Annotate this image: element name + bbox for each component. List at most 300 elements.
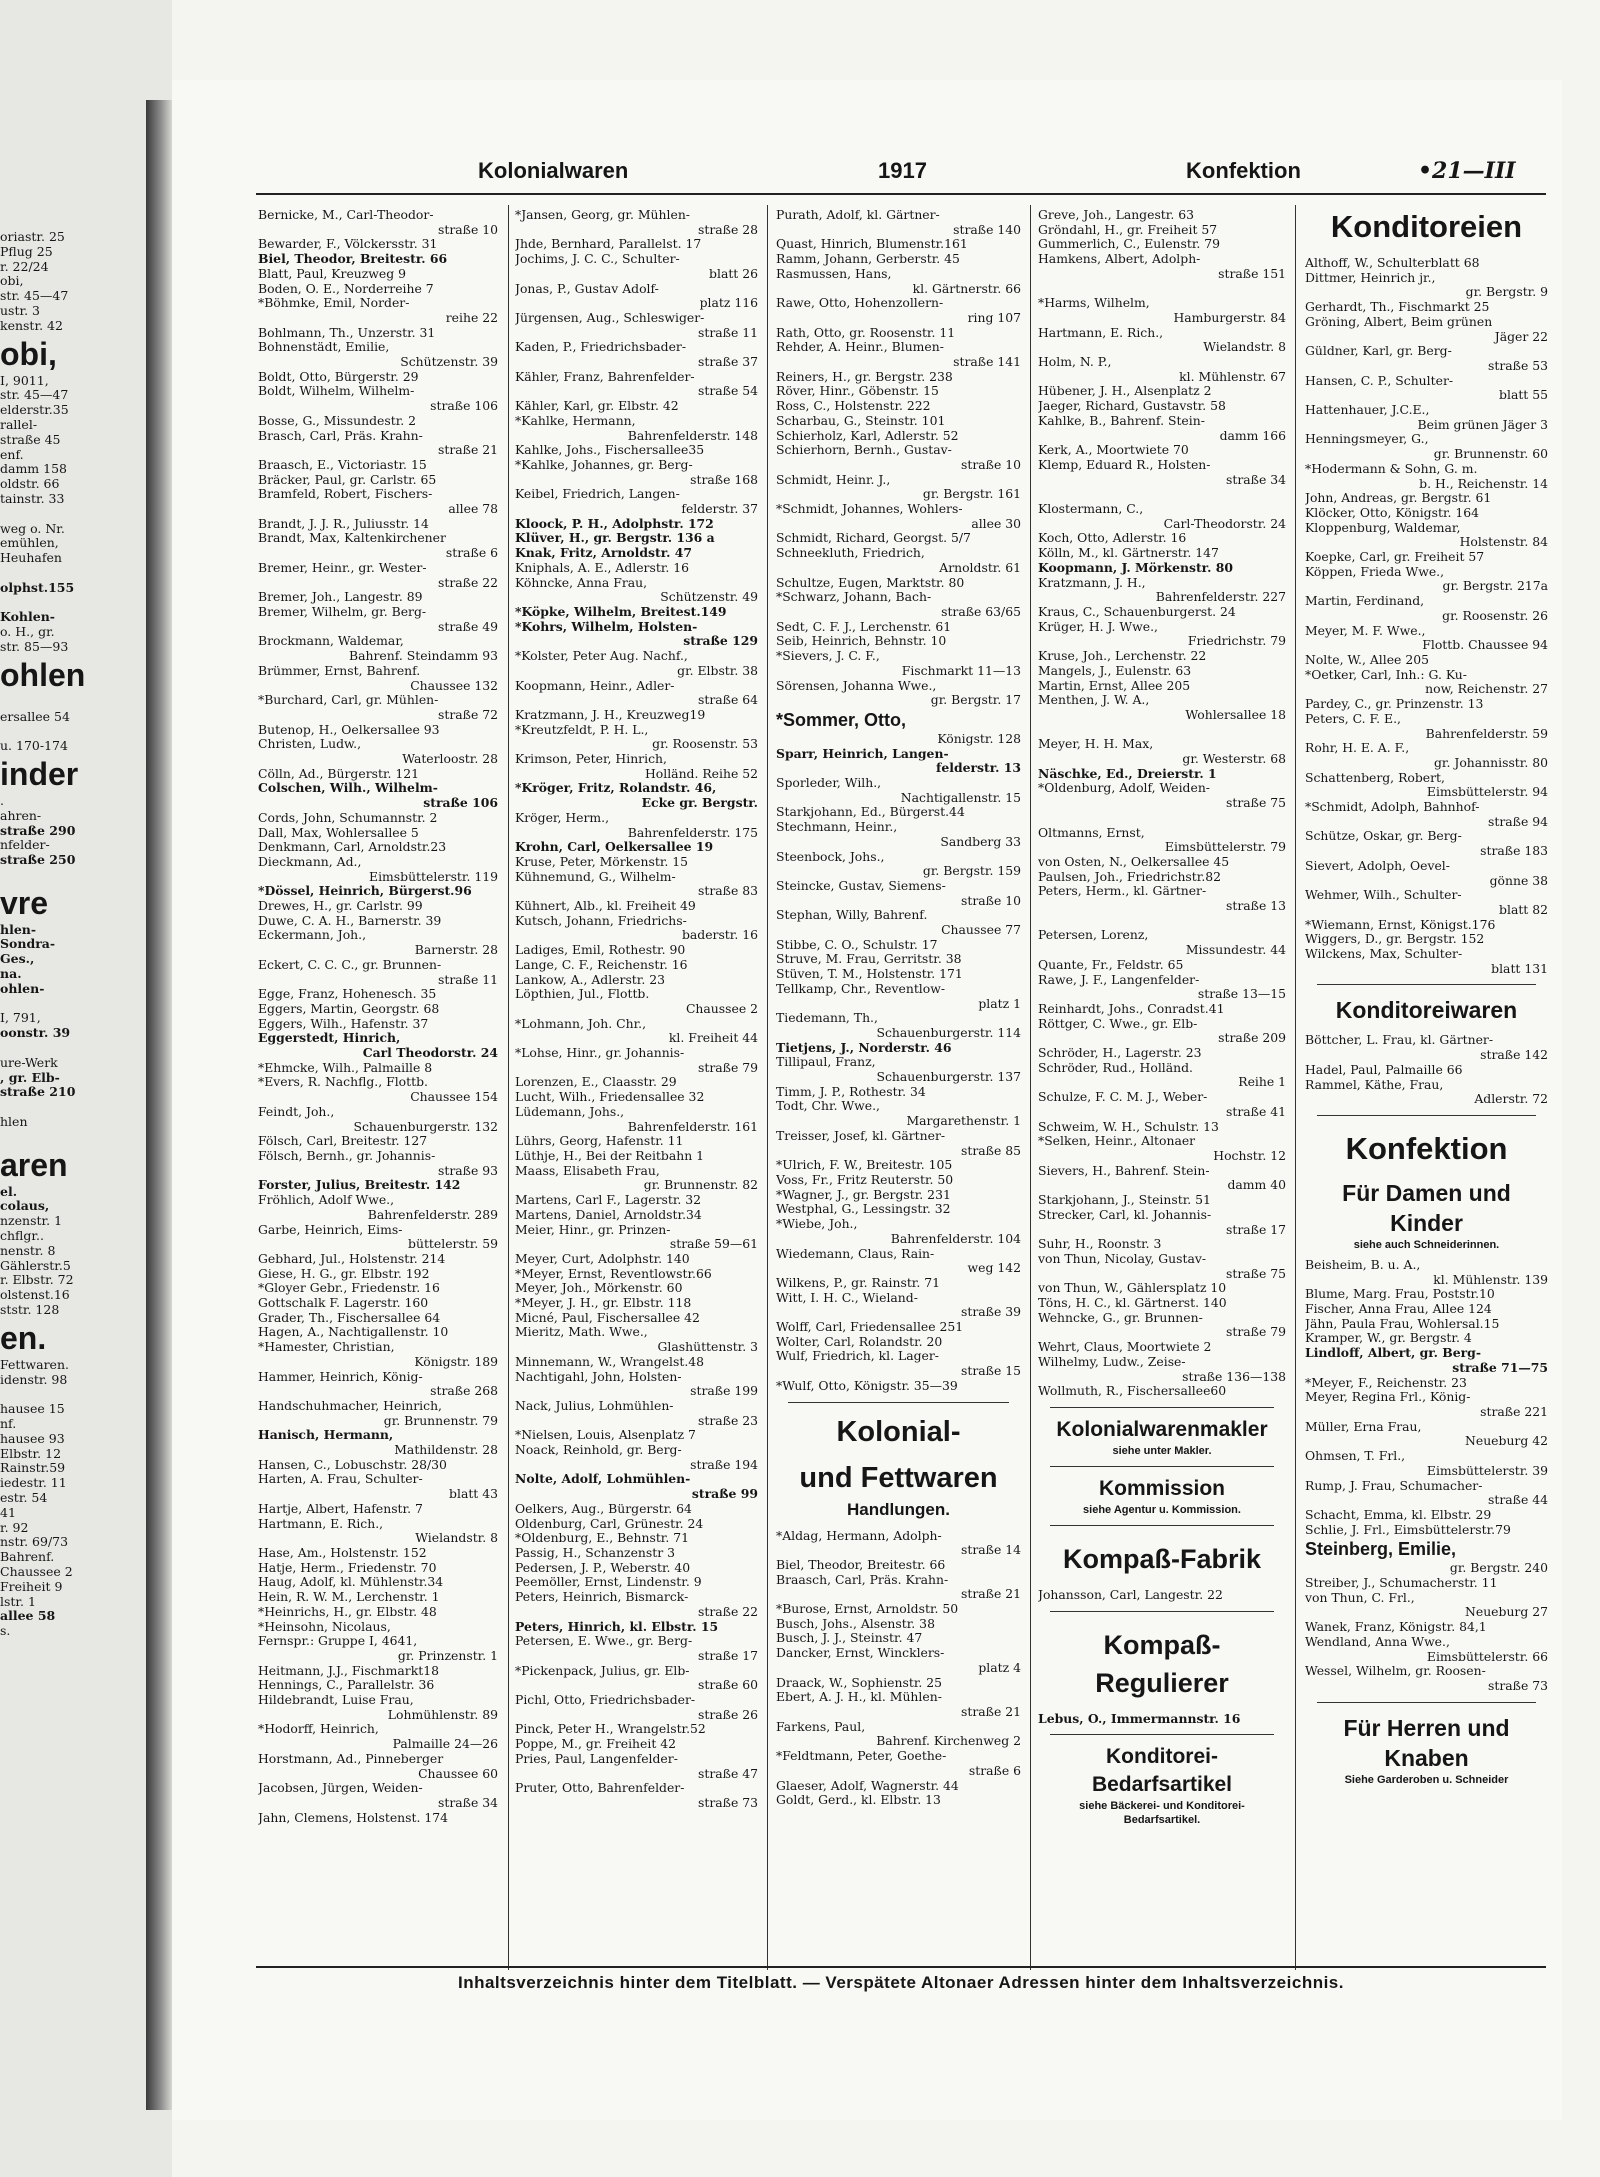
directory-entry: Friedrichstr. 79 [1187,633,1286,649]
column-1 [258,208,498,1825]
directory-entry: Schierholz, Karl, Adlerstr. 52 [776,427,959,443]
directory-entry: blatt 131 [1491,960,1548,976]
directory-entry: Mangels, J., Eulenstr. 63 [1038,662,1192,678]
prev-page-line: oriastr. 25 [0,230,65,244]
directory-entry: Holländ. Reihe 52 [644,765,758,781]
directory-entry: Pinck, Peter H., Wrangelstr.52 [515,1721,706,1737]
directory-entry: Nolte, W., Allee 205 [1305,651,1429,667]
column-5 [1305,208,1548,1787]
directory-entry: Micné, Paul, Fischersallee 42 [515,1309,700,1325]
directory-entry: Scharbau, G., Steinstr. 101 [776,412,946,428]
directory-entry: Starkjohann, Ed., Bürgerst.44 [776,804,965,820]
directory-entry: Hartmann, E. Rich., [1038,324,1164,340]
column-divider [1030,205,1031,1970]
directory-entry: *Ulrich, F. W., Breitestr. 105 [776,1157,953,1173]
directory-entry: Treisser, Josef, kl. Gärtner- [776,1127,946,1143]
directory-entry: Cords, John, Schumannstr. 2 [258,809,438,825]
section-rule [1050,1734,1274,1735]
directory-entry: *Ehmcke, Wilh., Palmaille 8 [258,1059,433,1075]
directory-entry: *Kahlke, Hermann, [515,412,636,428]
directory-entry: Wilkens, P., gr. Rainstr. 71 [776,1274,940,1290]
prev-page-line: vre [0,884,49,921]
prev-page-line: aren [0,1146,68,1183]
directory-entry: Dall, Max, Wohlersallee 5 [258,824,419,840]
directory-entry: Purath, Adolf, kl. Gärtner- [776,208,940,222]
directory-entry: Butenop, H., Oelkersallee 93 [258,721,440,737]
directory-entry: gr. Roosenstr. 26 [1442,607,1548,623]
directory-entry: straße 13—15 [1197,986,1286,1002]
directory-entry: Kahlke, Johs., Fischersallee35 [515,442,705,458]
directory-entry: Farkens, Paul, [776,1718,866,1734]
directory-entry: Holstenstr. 84 [1459,534,1548,550]
prev-page-line: tainstr. 33 [0,490,65,506]
directory-entry: Güldner, Karl, gr. Berg- [1305,343,1452,359]
prev-page-line: nstr. 69/73 [0,1534,69,1550]
directory-entry: Wessel, Wilhelm, gr. Roosen- [1305,1663,1486,1679]
directory-entry: gr. Bergstr. 217a [1442,578,1548,594]
directory-entry: Eimsbüttelerstr. 119 [369,868,498,884]
directory-entry: Suhr, H., Roonstr. 3 [1038,1236,1162,1252]
directory-entry: kl. Gärtnerstr. 66 [912,280,1021,296]
prev-page-line: hausee 93 [0,1430,65,1446]
directory-entry: *Schwarz, Johann, Bach- [776,589,932,605]
directory-entry: Jaeger, Richard, Gustavstr. 58 [1038,398,1226,414]
directory-entry: Pardey, C., gr. Prinzenstr. 13 [1305,696,1484,712]
directory-entry: gr. Brunnenstr. 82 [643,1177,758,1193]
directory-entry: Wiggers, D., gr. Bergstr. 152 [1305,931,1485,947]
section-rule [1317,984,1536,985]
directory-entry: straße 60 [698,1677,758,1693]
directory-entry: Busch, Johs., Alsenstr. 38 [776,1615,935,1631]
section-title: Kolonial- [836,1415,961,1448]
directory-entry [1038,723,1286,738]
directory-entry: Steenbock, Johs., [776,848,885,864]
directory-entry: straße 221 [1480,1404,1548,1419]
directory-entry: gr. Prinzenstr. 1 [397,1647,498,1663]
directory-entry: Eimsbüttelerstr. 39 [1426,1462,1548,1478]
directory-entry: Schauenburgerstr. 137 [876,1069,1021,1085]
directory-entry: Oelkers, Aug., Bürgerstr. 64 [515,1500,692,1516]
directory-entry: Schützenstr. 49 [660,589,758,605]
directory-entry: *Heinsohn, Nicolaus, [258,1618,391,1634]
directory-entry: Rammel, Käthe, Frau, [1305,1076,1444,1092]
directory-entry: gr. Bergstr. 17 [930,692,1021,708]
directory-entry: Sporleder, Wilh., [776,775,882,791]
directory-entry: Peters, Herm., kl. Gärtner- [1038,883,1207,899]
directory-entry: Reinhardt, Johs., Conradst.41 [1038,1000,1225,1016]
directory-entry: Röttger, C. Wwe., gr. Elb- [1038,1015,1198,1031]
directory-entry: Eimsbüttelerstr. 66 [1426,1648,1548,1664]
directory-entry: Bahrenfelderstr. 227 [1155,589,1286,605]
directory-entry: Schweim, W. H., Schulstr. 13 [1038,1118,1219,1134]
directory-entry: Schattenberg, Robert, [1305,769,1445,785]
previous-page-fragment [0,230,146,2000]
prev-page-line: olstenst.16 [0,1287,70,1303]
prev-page-line: en. [0,1319,47,1356]
directory-entry: straße 71—75 [1452,1359,1548,1375]
directory-entry: Wehrt, Claus, Moortwiete 2 [1038,1339,1212,1355]
prev-page-line: Freiheit 9 [0,1578,63,1594]
prev-page-line: lstr. 1 [0,1593,36,1609]
directory-entry: *Kröger, Fritz, Rolandstr. 46, [515,780,717,796]
directory-entry: *Oldenburg, E., Behnstr. 71 [515,1530,690,1546]
directory-entry: Schulze, F. C. M. J., Weber- [1038,1089,1208,1105]
prev-page-line: , gr. Elb- [0,1069,60,1085]
directory-entry: Hanisch, Hermann, [258,1427,394,1443]
directory-entry: straße 17 [1226,1221,1286,1237]
directory-entry: Hildebrandt, Luise Frau, [258,1692,414,1708]
directory-entry: Fröhlich, Adolf Wwe., [258,1192,395,1208]
directory-entry: Bohlmann, Th., Unzerstr. 31 [258,324,436,340]
prev-page-line: Elbstr. 12 [0,1445,62,1461]
directory-entry: Tiedemann, Th., [776,1010,878,1026]
directory-entry: Kerk, A., Moortwiete 70 [1038,442,1189,458]
directory-entry: Wiedemann, Claus, Rain- [776,1245,935,1261]
directory-entry: Bewarder, F., Völckersstr. 31 [258,236,438,252]
directory-entry: blatt 82 [1499,901,1548,917]
prev-page-line: Gählerstr.5 [0,1257,71,1273]
directory-entry: Schmidt, Heinr. J., [776,471,891,487]
directory-entry: Dancker, Ernst, Wincklers- [776,1645,945,1661]
directory-entry: Chaussee 60 [418,1765,498,1781]
directory-entry: *Aldag, Hermann, Adolph- [776,1527,942,1543]
directory-entry: Jochims, J. C. C., Schulter- [515,251,680,267]
directory-entry: Keibel, Friedrich, Langen- [515,486,680,502]
directory-entry: büttelerstr. 59 [408,1236,498,1252]
directory-entry: straße 54 [698,383,758,399]
directory-entry: straße 83 [698,883,758,899]
directory-entry: Peters, Hinrich, kl. Elbstr. 15 [515,1618,719,1634]
section-subtitle: Für Damen und Kinder [1342,1179,1511,1236]
directory-entry: kl. Mühlenstr. 67 [1179,368,1286,384]
directory-entry: Hein, R. W. M., Lerchenstr. 1 [258,1589,440,1605]
directory-entry: Grader, Th., Fischersallee 64 [258,1309,441,1325]
directory-entry: Peters, C. F. E., [1305,710,1401,726]
directory-entry: Stibbe, C. O., Schulstr. 17 [776,936,938,952]
directory-entry: straße 75 [1226,795,1286,811]
directory-entry: Haug, Adolf, kl. Mühlenstr.34 [258,1574,444,1590]
section-box-herren [1305,1702,1548,1787]
directory-entry: Heitmann, J.J., Fischmarkt18 [258,1662,439,1678]
directory-entry: Kölln, M., kl. Gärtnerstr. 147 [1038,545,1219,561]
directory-entry: straße 11 [438,971,498,987]
directory-entry: Schröder, Rud., Holländ. [1038,1059,1193,1075]
directory-entry: straße 194 [690,1456,758,1472]
prev-page-line: Chaussee 2 [0,1563,73,1579]
directory-entry: *Kohrs, Wilhelm, Holsten- [515,618,698,634]
directory-entry: Bramfeld, Robert, Fischers- [258,486,433,502]
directory-entry: Wolff, Carl, Friedensallee 251 [776,1319,964,1335]
directory-entry: straße 129 [683,633,758,649]
directory-entry: Bernicke, M., Carl-Theodor- [258,208,434,222]
directory-entry: Forster, Julius, Breitestr. 142 [258,1177,461,1193]
prev-page-line [0,596,146,611]
section-note: Siehe Garderoben u. Schneider [1344,1773,1509,1786]
directory-entry: Jäger 22 [1494,328,1548,344]
directory-entry: Kruse, Joh., Lerchenstr. 22 [1038,648,1207,664]
directory-entry: Stüven, T. M., Holstenstr. 171 [776,966,963,982]
directory-entry: Gottschalk F. Lagerstr. 160 [258,1295,429,1311]
section-box-bedarf [1038,1734,1286,1827]
directory-entry: Hennings, C., Parallelstr. 36 [258,1677,435,1693]
directory-entry: Witt, I. H. C., Wieland- [776,1289,918,1305]
directory-entry: Pries, Paul, Langenfelder- [515,1750,678,1766]
directory-entry: kl. Mühlenstr. 139 [1433,1271,1548,1287]
directory-entry: gönne 38 [1489,872,1548,888]
section-box-kompass [1038,1525,1286,1578]
section-title: Konditoreien [1330,209,1523,244]
directory-entry: Kaden, P., Friedrichsbader- [515,339,687,355]
prev-page-line: straße 45 [0,431,61,447]
directory-entry: straße 151 [1218,265,1286,281]
directory-entry: Martin, Ernst, Allee 205 [1038,677,1191,693]
header-right: Konfektion [1186,158,1301,183]
directory-entry: Wilckens, Max, Schulter- [1305,946,1463,962]
directory-entry: gr. Westerstr. 68 [1182,751,1286,767]
directory-entry: Bahrenfelderstr. 175 [627,824,758,840]
directory-entry: *Meyer, Ernst, Reventlowstr.66 [515,1265,712,1281]
prev-page-line: Sondra- [0,936,56,952]
directory-entry: Blatt, Paul, Kreuzweg 9 [258,265,406,281]
directory-entry: Jürgensen, Aug., Schleswiger- [515,309,705,325]
directory-entry: Feindt, Joh., [258,1103,335,1119]
directory-entry: *Wiemann, Ernst, Königst.176 [1305,916,1496,932]
directory-entry: Pedersen, J. P., Weberstr. 40 [515,1559,691,1575]
prev-page-line: colaus, [0,1198,50,1214]
directory-entry: Bosse, G., Missundestr. 2 [258,412,417,428]
directory-entry: Fischer, Anna Frau, Allee 124 [1305,1301,1492,1317]
directory-entry: now, Reichenstr. 27 [1425,681,1548,697]
directory-entry: Holm, N. P., [1038,354,1112,370]
directory-entry: Waterloostr. 28 [402,751,498,767]
directory-entry: Lohmühlenstr. 89 [387,1706,498,1722]
prev-page-line: str. 45—47 [0,288,69,304]
directory-entry: Bohnenstädt, Emilie, [258,339,390,355]
section-rule [1317,1702,1536,1703]
prev-page-line: nf. [0,1416,17,1431]
directory-entry: Carl-Theodorstr. 24 [1163,515,1286,531]
directory-entry: Henningsmeyer, G., [1305,431,1429,447]
directory-entry: Koepke, Carl, gr. Freiheit 57 [1305,549,1485,565]
directory-entry: von Osten, N., Oelkersallee 45 [1038,853,1230,869]
directory-entry: Palmaille 24—26 [392,1736,498,1752]
section-title: Konfektion [1345,1130,1508,1166]
directory-entry: Nack, Julius, Lohmühlen- [515,1397,674,1413]
prev-page-line: straße 210 [0,1084,76,1100]
directory-entry: Glashüttenstr. 3 [657,1339,758,1355]
prev-page-line: str. 45—47 [0,387,69,403]
directory-entry: Petersen, Lorenz, [1038,927,1149,943]
directory-entry: straße 26 [698,1706,758,1722]
directory-entry: Hochstr. 12 [1213,1148,1286,1163]
directory-entry: Starkjohann, J., Steinstr. 51 [1038,1192,1211,1208]
directory-entry: Ladiges, Emil, Rothestr. 90 [515,942,686,958]
book-gutter [146,100,172,2110]
directory-entry: straße 10 [961,456,1021,472]
directory-entry: Harten, A. Frau, Schulter- [258,1471,423,1487]
section-title: und Fettwaren [799,1461,998,1494]
section-rule [1050,1466,1274,1467]
prev-page-line: Bahrenf. [0,1549,55,1565]
directory-entry: Kühnert, Alb., kl. Freiheit 49 [515,898,696,914]
directory-entry: straße 142 [1480,1047,1548,1063]
directory-entry: Meier, Hinr., gr. Prinzen- [515,1221,671,1237]
prev-page-line: I, 791, [0,1010,41,1026]
prev-page-line [0,868,146,883]
directory-entry: Jhde, Bernhard, Parallelst. 17 [515,236,702,252]
prev-page-line: olphst.155 [0,579,75,595]
directory-entry: Steinberg, Emilie, [1305,1539,1457,1560]
directory-entry: Stephan, Willy, Bahrenf. [776,907,928,923]
directory-entry: Eimsbüttelerstr. 79 [1164,839,1286,855]
prev-page-line: Kohlen- [0,609,55,625]
directory-entry: Neueburg 42 [1465,1433,1548,1449]
prev-page-line: emühlen, [0,535,59,551]
prev-page-line [0,507,146,522]
column-3 [776,208,1021,1808]
directory-entry: Hübener, J. H., Alsenplatz 2 [1038,383,1212,399]
directory-entry: Rehder, A. Heinr., Blumen- [776,339,944,355]
prev-page-line [0,566,146,581]
directory-entry: straße 13 [1226,898,1286,914]
directory-entry: Koopmann, Heinr., Adler- [515,677,675,693]
directory-entry: Lankow, A., Adlerstr. 23 [515,971,665,987]
directory-entry: Bahrenfelderstr. 148 [627,427,758,443]
directory-entry: *Oldenburg, Adolf, Weiden- [1038,780,1210,796]
directory-entry: Mieritz, Math. Wwe., [515,1324,648,1340]
directory-entry: Chaussee 77 [941,922,1021,938]
directory-entry: Horstmann, Ad., Pinneberger [258,1750,444,1766]
directory-entry: Lebus, O., Immermannstr. 16 [1038,1710,1241,1726]
directory-entry: Hagen, A., Nachtigallenstr. 10 [258,1324,449,1340]
directory-entry: Garbe, Heinrich, Eims- [258,1221,403,1237]
directory-entry: Minnemann, W., Wrangelst.48 [515,1353,705,1369]
prev-page-line: r. 22/24 [0,258,49,274]
prev-page-line: weg o. Nr. [0,520,65,536]
directory-entry: Jähn, Paula Frau, Wohlersal.15 [1305,1315,1500,1331]
directory-entry: platz 4 [978,1659,1021,1675]
directory-entry: kl. Freiheit 44 [668,1030,758,1046]
directory-entry: Nolte, Adolf, Lohmühlen- [515,1471,691,1487]
directory-entry: Krimson, Peter, Hinrich, [515,751,667,767]
directory-entry: Rump, J. Frau, Schumacher- [1305,1477,1483,1493]
prev-page-line [0,724,146,739]
directory-entry: Sievers, H., Bahrenf. Stein- [1038,1162,1210,1178]
directory-entry: straße 14 [961,1542,1021,1558]
directory-entry: Schacht, Emma, kl. Elbstr. 29 [1305,1506,1492,1522]
directory-entry: straße 6 [968,1762,1021,1778]
directory-entry: Noack, Reinhold, gr. Berg- [515,1442,682,1458]
directory-entry: Köppen, Frieda Wwe., [1305,563,1445,579]
column-4 [1038,208,1286,1827]
prev-page-line: inder [0,755,79,792]
directory-entry: Oltmanns, Ernst, [1038,824,1145,840]
directory-entry: platz 116 [699,295,758,311]
prev-page-line: I, 9011, [0,372,49,388]
directory-entry: Streiber, J., Schumacherstr. 11 [1305,1575,1498,1591]
section-box-makler [1038,1407,1286,1458]
directory-entry: Seib, Heinrich, Behnstr. 10 [776,633,947,649]
directory-entry: Kahlke, B., Bahrenf. Stein- [1038,412,1205,428]
directory-entry: Busch, J. J., Steinstr. 47 [776,1630,923,1646]
page-number: •21—III [1418,158,1516,184]
directory-entry: Johansson, Carl, Langestr. 22 [1038,1586,1223,1602]
directory-entry: straße 34 [438,1794,498,1810]
prev-page-line: ohlen- [0,980,45,996]
directory-entry: Bahrenfelderstr. 161 [627,1118,758,1134]
directory-entry: Wilhelmy, Ludw., Zeise- [1038,1353,1186,1369]
prev-page-line: kenstr. 42 [0,317,63,333]
directory-entry: reihe 22 [445,309,498,325]
directory-entry: Tillipaul, Franz, [776,1054,876,1070]
directory-entry: Westphal, G., Lessingstr. 32 [776,1201,951,1217]
directory-entry: Tietjens, J., Norderstr. 46 [776,1039,952,1055]
prev-page-line: Fettwaren. [0,1356,69,1372]
prev-page-line: idenstr. 98 [0,1371,68,1387]
directory-entry: Brümmer, Ernst, Bahrenf. [258,662,421,678]
directory-entry: Glaeser, Adolf, Wagnerstr. 44 [776,1777,959,1793]
directory-entry: straße 6 [445,545,498,561]
directory-entry: straße 94 [1488,813,1548,829]
directory-entry: Bremer, Joh., Langestr. 89 [258,589,423,605]
directory-entry: Bremer, Heinr., gr. Wester- [258,559,427,575]
prev-page-line: straße 290 [0,822,76,838]
directory-entry: Peemöller, Ernst, Lindenstr. 9 [515,1574,702,1590]
directory-entry: Ebert, A. J. H., kl. Mühlen- [776,1689,942,1705]
prev-page-line: obi, [0,273,24,289]
directory-entry: Fölsch, Bernh., gr. Johannis- [258,1148,436,1163]
directory-entry: Gröning, Albert, Beim grünen [1305,313,1493,329]
directory-entry: gr. Elbstr. 38 [677,662,758,678]
directory-entry: Schmidt, Richard, Georgst. 5/7 [776,530,971,546]
directory-entry: Handschuhmacher, Heinrich, [258,1397,442,1413]
directory-entry: straße 72 [438,706,498,722]
directory-entry: Wendland, Anna Wwe., [1305,1633,1450,1649]
directory-entry: Althoff, W., Schulterblatt 68 [1305,255,1480,270]
directory-entry: straße 49 [438,618,498,634]
directory-entry: straße 99 [691,1486,758,1502]
directory-entry: gr. Bergstr. 161 [922,486,1021,502]
directory-entry: weg 142 [967,1260,1021,1276]
directory-entry: Hartmann, E. Rich., [258,1515,384,1531]
directory-entry: Drewes, H., gr. Carlstr. 99 [258,898,423,914]
directory-entry: Klemp, Eduard R., Holsten- [1038,456,1211,472]
directory-entry: Wielandstr. 8 [415,1530,498,1546]
directory-entry: straße 21 [961,1586,1021,1602]
directory-entry: Brandt, J. J. R., Juliusstr. 14 [258,515,429,531]
directory-entry: Arnoldstr. 61 [939,559,1021,575]
directory-entry [1038,914,1286,929]
directory-entry: *Sievers, J. C. F., [776,648,880,664]
directory-entry: von Thun, C. Frl., [1305,1589,1415,1605]
directory-entry: Klüver, H., gr. Bergstr. 136 a [515,530,715,546]
directory-entry: Kratzmann, J. H., Kreuzweg19 [515,706,706,722]
prev-page-line: nzenstr. 1 [0,1213,63,1229]
directory-entry: straße 10 [438,221,498,237]
directory-entry: Fischmarkt 11—13 [901,662,1021,678]
directory-entry: Dieckmann, Ad., [258,853,362,869]
directory-entry: Sparr, Heinrich, Langen- [776,745,949,761]
directory-entry: Paulsen, Joh., Friedrichstr.82 [1038,868,1222,884]
directory-entry: Kähler, Franz, Bahrenfelder- [515,368,695,384]
prev-page-line: str. 85—93 [0,638,69,654]
prev-page-line: ahren- [0,807,42,823]
directory-entry: Königstr. 128 [937,730,1021,746]
directory-entry: Schierhorn, Bernh., Gustav- [776,442,952,458]
header-left: Kolonialwaren [478,158,629,183]
directory-entry: straße 168 [690,471,758,487]
directory-entry: Eggers, Wilh., Hafenstr. 37 [258,1015,429,1031]
